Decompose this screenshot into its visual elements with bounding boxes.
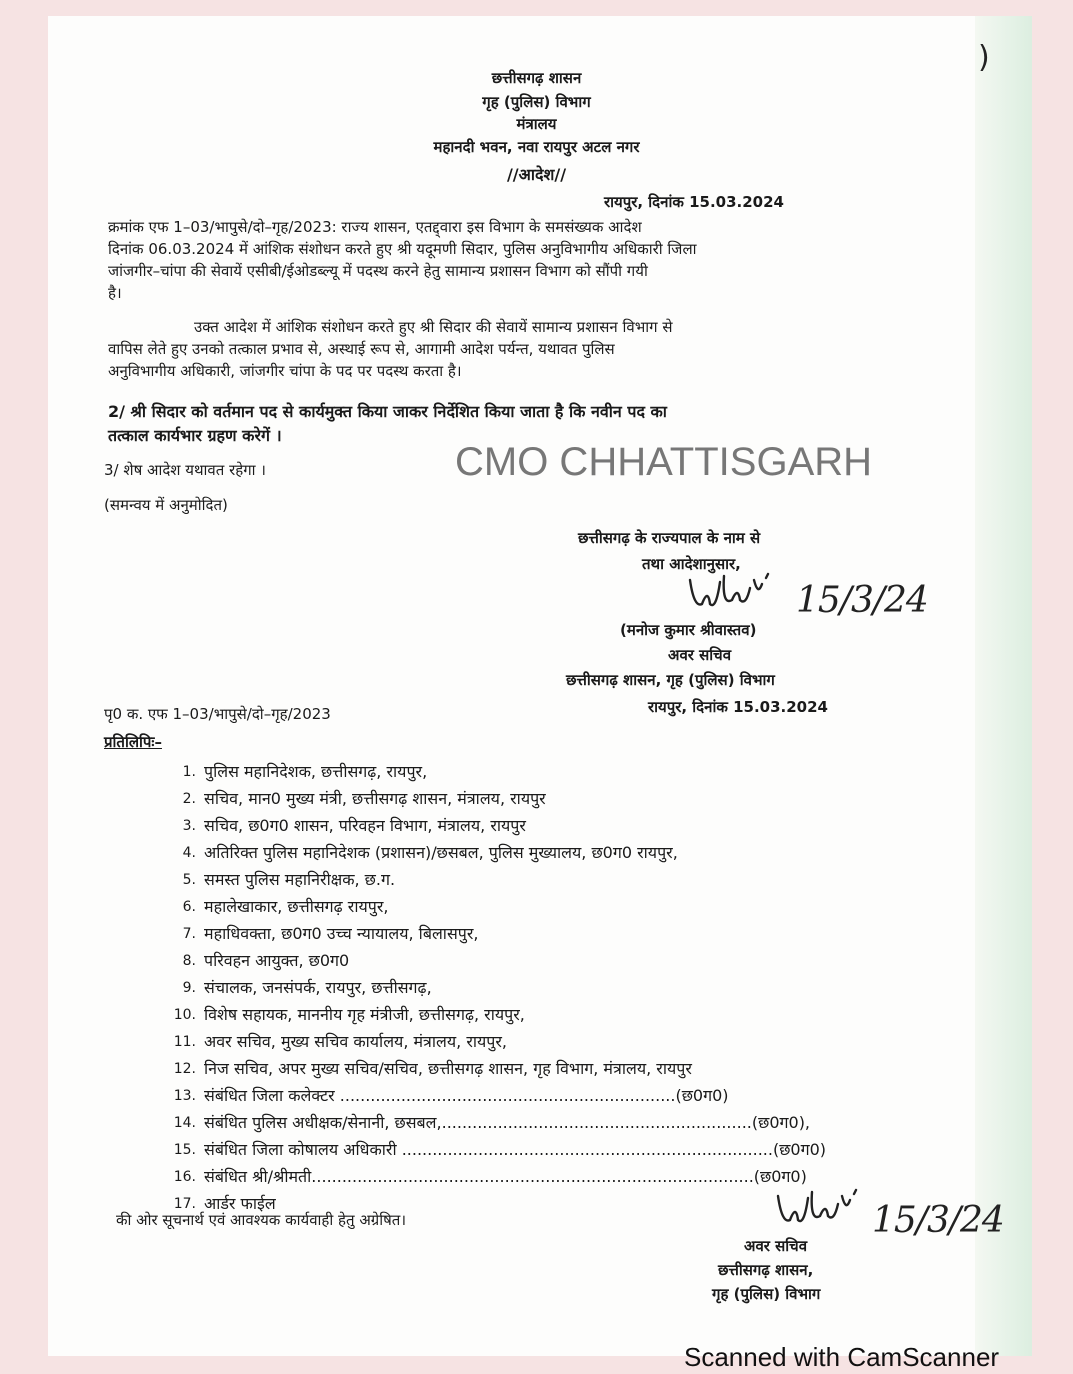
paragraph-2 bbox=[108, 316, 918, 382]
list-item-text: आर्डर फाईल bbox=[204, 1194, 276, 1213]
list-item-number: 11. bbox=[173, 1034, 196, 1050]
footer-designation: अवर सचिव bbox=[744, 1237, 808, 1255]
list-item bbox=[160, 841, 920, 868]
list-item-text: संबंधित जिला कलेक्टर ..................................................................(छ0ग0) bbox=[204, 1086, 729, 1105]
list-item bbox=[160, 787, 920, 814]
list-item-number: 12. bbox=[173, 1061, 196, 1077]
list-item bbox=[160, 814, 920, 841]
list-item bbox=[160, 1111, 920, 1138]
signature-2 bbox=[774, 1182, 864, 1243]
list-item bbox=[160, 895, 920, 922]
list-item-text: महाधिवक्ता, छ0ग0 उच्च न्यायालय, बिलासपुर, bbox=[204, 924, 479, 943]
footer-govt: छत्तीसगढ़ शासन, bbox=[718, 1261, 814, 1279]
header-govt: छत्तीसगढ़ शासन bbox=[491, 69, 582, 87]
list-item-number: 13. bbox=[173, 1088, 196, 1104]
list-item-number: 1. bbox=[182, 764, 196, 780]
signatory-date: रायपुर, दिनांक 15.03.2024 bbox=[648, 698, 828, 716]
paragraph-4: 3/ शेष आदेश यथावत रहेगा । bbox=[104, 461, 266, 479]
list-item-number: 16. bbox=[173, 1169, 196, 1185]
para1-line: दिनांक 06.03.2024 में आंशिक संशोधन करते हुए श्री यदूमणी सिदार, पुलिस अनुविभागीय अधिकारी जिला bbox=[108, 240, 697, 258]
para2-line: उक्त आदेश में आंशिक संशोधन करते हुए श्री सिदार की सेवायें सामान्य प्रशासन विभाग से bbox=[194, 318, 673, 336]
list-item-text: सचिव, मान0 मुख्य मंत्री, छत्तीसगढ़ शासन, मंत्रालय, रायपुर bbox=[204, 789, 546, 808]
list-item-text: अवर सचिव, मुख्य सचिव कार्यालय, मंत्रालय, रायपुर, bbox=[204, 1032, 508, 1051]
list-item-number: 17. bbox=[173, 1196, 196, 1212]
list-item bbox=[160, 976, 920, 1003]
list-item-text: समस्त पुलिस महानिरीक्षक, छ.ग. bbox=[204, 870, 396, 889]
list-item bbox=[160, 1084, 920, 1111]
list-item bbox=[160, 1057, 920, 1084]
list-item-number: 8. bbox=[182, 953, 196, 969]
para3-line: तत्काल कार्यभार ग्रहण करेगें । bbox=[108, 426, 282, 445]
list-item bbox=[160, 1003, 920, 1030]
signature-scribble bbox=[686, 566, 776, 618]
list-item-text: अतिरिक्त पुलिस महानिदेशक (प्रशासन)/छसबल, पुलिस मुख्यालय, छ0ग0 रायपुर, bbox=[204, 843, 678, 862]
forwarding-note: की ओर सूचनार्थ एवं आवश्यक कार्यवाही हेतु अग्रेषित। bbox=[116, 1211, 407, 1229]
list-item bbox=[160, 1030, 920, 1057]
list-item-number: 5. bbox=[182, 872, 196, 888]
list-item-text: विशेष सहायक, माननीय गृह मंत्रीजी, छत्तीसगढ़, रायपुर, bbox=[204, 1005, 525, 1024]
recipient-list bbox=[160, 760, 920, 1219]
watermark: CMO CHHATTISGARH bbox=[455, 440, 873, 484]
list-item-text: महालेखाकार, छत्तीसगढ़ रायपुर, bbox=[204, 897, 389, 916]
list-item-number: 4. bbox=[182, 845, 196, 861]
corner-mark: ) bbox=[978, 40, 990, 75]
list-item bbox=[160, 868, 920, 895]
list-item-number: 9. bbox=[182, 980, 196, 996]
para2-line: अनुविभागीय अधिकारी, जांजगीर चांपा के पद पर पदस्थ करता है। bbox=[108, 362, 462, 380]
order-date: रायपुर, दिनांक 15.03.2024 bbox=[604, 193, 784, 211]
para3-line: 2/ श्री सिदार को वर्तमान पद से कार्यमुक्त किया जाकर निर्देशित किया जाता है कि नवीन पद का bbox=[108, 402, 667, 421]
copy-to-heading: प्रतिलिपिः– bbox=[104, 733, 162, 751]
list-item-number: 14. bbox=[173, 1115, 196, 1131]
list-item-text: संचालक, जनसंपर्क, रायपुर, छत्तीसगढ़, bbox=[204, 978, 432, 997]
list-item-number: 3. bbox=[182, 818, 196, 834]
sign-authority: छत्तीसगढ़ के राज्यपाल के नाम से bbox=[578, 529, 761, 547]
para1-line: क्रमांक एफ 1–03/भापुसे/दो–गृह/2023: राज्य शासन, एतद्द्वारा इस विभाग के समसंख्यक आदेश bbox=[108, 218, 642, 236]
list-item-text: परिवहन आयुक्त, छ0ग0 bbox=[204, 951, 350, 970]
sign-order: तथा आदेशानुसार, bbox=[642, 555, 741, 573]
signatory-designation: अवर सचिव bbox=[668, 646, 732, 664]
list-item-text: संबंधित श्री/श्रीमती.......................................................................................(छ0ग0) bbox=[204, 1167, 807, 1186]
header-ministry: मंत्रालय bbox=[516, 115, 557, 133]
list-item-text: निज सचिव, अपर मुख्य सचिव/सचिव, छत्तीसगढ़ शासन, गृह विभाग, मंत्रालय, रायपुर bbox=[204, 1059, 692, 1078]
para2-line: वापिस लेते हुए उनको तत्काल प्रभाव से, अस्थाई रूप से, आगामी आदेश पर्यन्त, यथावत पुलिस bbox=[108, 340, 615, 358]
signatory-dept: छत्तीसगढ़ शासन, गृह (पुलिस) विभाग bbox=[566, 671, 775, 689]
list-item-text: संबंधित जिला कोषालय अधिकारी .........................................................................(छ0ग0) bbox=[204, 1140, 827, 1159]
paragraph-1 bbox=[108, 216, 918, 304]
list-item bbox=[160, 1138, 920, 1165]
list-item bbox=[160, 760, 920, 787]
approval-note: (समन्वय में अनुमोदित) bbox=[104, 496, 228, 514]
header-dept: गृह (पुलिस) विभाग bbox=[482, 93, 591, 111]
scanner-watermark: Scanned with CamScanner bbox=[684, 1342, 1000, 1372]
list-item-text: संबंधित पुलिस अधीक्षक/सेनानी, छसबल,.............................................................(छ0ग0), bbox=[204, 1113, 811, 1132]
signature-1 bbox=[686, 566, 776, 627]
footer-dept: गृह (पुलिस) विभाग bbox=[712, 1285, 821, 1303]
signatory-name: (मनोज कुमार श्रीवास्तव) bbox=[620, 621, 757, 639]
list-item bbox=[160, 922, 920, 949]
signature-2-date: 15/3/24 bbox=[872, 1200, 1004, 1241]
list-item-number: 2. bbox=[182, 791, 196, 807]
list-item-text: सचिव, छ0ग0 शासन, परिवहन विभाग, मंत्रालय, रायपुर bbox=[204, 816, 526, 835]
list-item-number: 6. bbox=[182, 899, 196, 915]
header-address: महानदी भवन, नवा रायपुर अटल नगर bbox=[433, 138, 640, 156]
signature-1-date: 15/3/24 bbox=[796, 580, 928, 621]
header-order-title: //आदेश// bbox=[506, 165, 567, 184]
list-item-number: 7. bbox=[182, 926, 196, 942]
list-item-text: पुलिस महानिदेशक, छत्तीसगढ़, रायपुर, bbox=[204, 762, 428, 781]
scan-edge bbox=[975, 16, 1032, 1356]
para1-line: जांजगीर–चांपा की सेवायें एसीबी/ईओडब्ल्यू में पदस्थ करने हेतु सामान्य प्रशासन विभाग को सौंपी गयी bbox=[108, 262, 648, 280]
list-item bbox=[160, 949, 920, 976]
para1-line: है। bbox=[108, 284, 122, 302]
signature-scribble bbox=[774, 1182, 864, 1234]
list-item-number: 15. bbox=[173, 1142, 196, 1158]
list-item-number: 10. bbox=[173, 1007, 196, 1023]
endorsement-number: पृ0 क. एफ 1–03/भापुसे/दो–गृह/2023 bbox=[104, 705, 331, 723]
